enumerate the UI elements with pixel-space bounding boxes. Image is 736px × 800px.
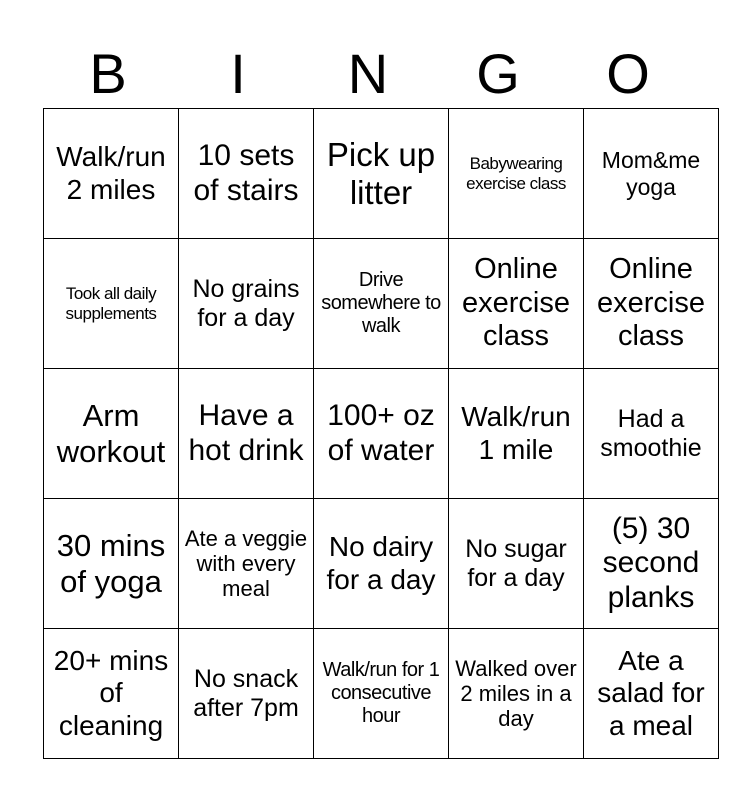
header-letter-b: B [89, 42, 127, 105]
bingo-cell[interactable]: Pick up litter [314, 109, 449, 239]
bingo-cell[interactable]: Babywearing exercise class [449, 109, 584, 239]
bingo-cell[interactable]: Mom&me yoga [584, 109, 719, 239]
bingo-row [44, 369, 719, 499]
bingo-cell[interactable]: Online exercise class [584, 239, 719, 369]
bingo-cell[interactable]: (5) 30 second planks [584, 499, 719, 629]
bingo-cell[interactable]: 20+ mins of cleaning [44, 629, 179, 759]
bingo-cell[interactable]: Drive somewhere to walk [314, 239, 449, 369]
bingo-cell[interactable]: Walked over 2 miles in a day [449, 629, 584, 759]
header-letter-i: I [230, 42, 246, 105]
bingo-cell[interactable]: Online exercise class [449, 239, 584, 369]
bingo-cell[interactable]: Took all daily supplements [44, 239, 179, 369]
bingo-row [44, 239, 719, 369]
header-letter-n: N [347, 42, 389, 105]
bingo-row [44, 109, 719, 239]
bingo-cell[interactable]: Walk/run 1 mile [449, 369, 584, 499]
bingo-cell[interactable]: No grains for a day [179, 239, 314, 369]
bingo-cell[interactable]: 100+ oz of water [314, 369, 449, 499]
bingo-cell[interactable]: Ate a salad for a meal [584, 629, 719, 759]
bingo-row [44, 499, 719, 629]
bingo-cell[interactable]: Walk/run for 1 consecutive hour [314, 629, 449, 759]
bingo-row [44, 629, 719, 759]
bingo-cell[interactable]: No sugar for a day [449, 499, 584, 629]
bingo-cell[interactable]: 10 sets of stairs [179, 109, 314, 239]
header-letter-o: O [606, 42, 650, 105]
bingo-cell[interactable]: Had a smoothie [584, 369, 719, 499]
bingo-header [43, 40, 693, 108]
bingo-cell[interactable]: Walk/run 2 miles [44, 109, 179, 239]
bingo-cell[interactable]: Have a hot drink [179, 369, 314, 499]
bingo-cell[interactable]: 30 mins of yoga [44, 499, 179, 629]
bingo-cell[interactable]: Ate a veggie with every meal [179, 499, 314, 629]
header-letter-g: G [476, 42, 520, 105]
bingo-cell[interactable]: No snack after 7pm [179, 629, 314, 759]
bingo-cell[interactable]: No dairy for a day [314, 499, 449, 629]
bingo-cell[interactable]: Arm workout [44, 369, 179, 499]
bingo-grid [43, 108, 719, 759]
